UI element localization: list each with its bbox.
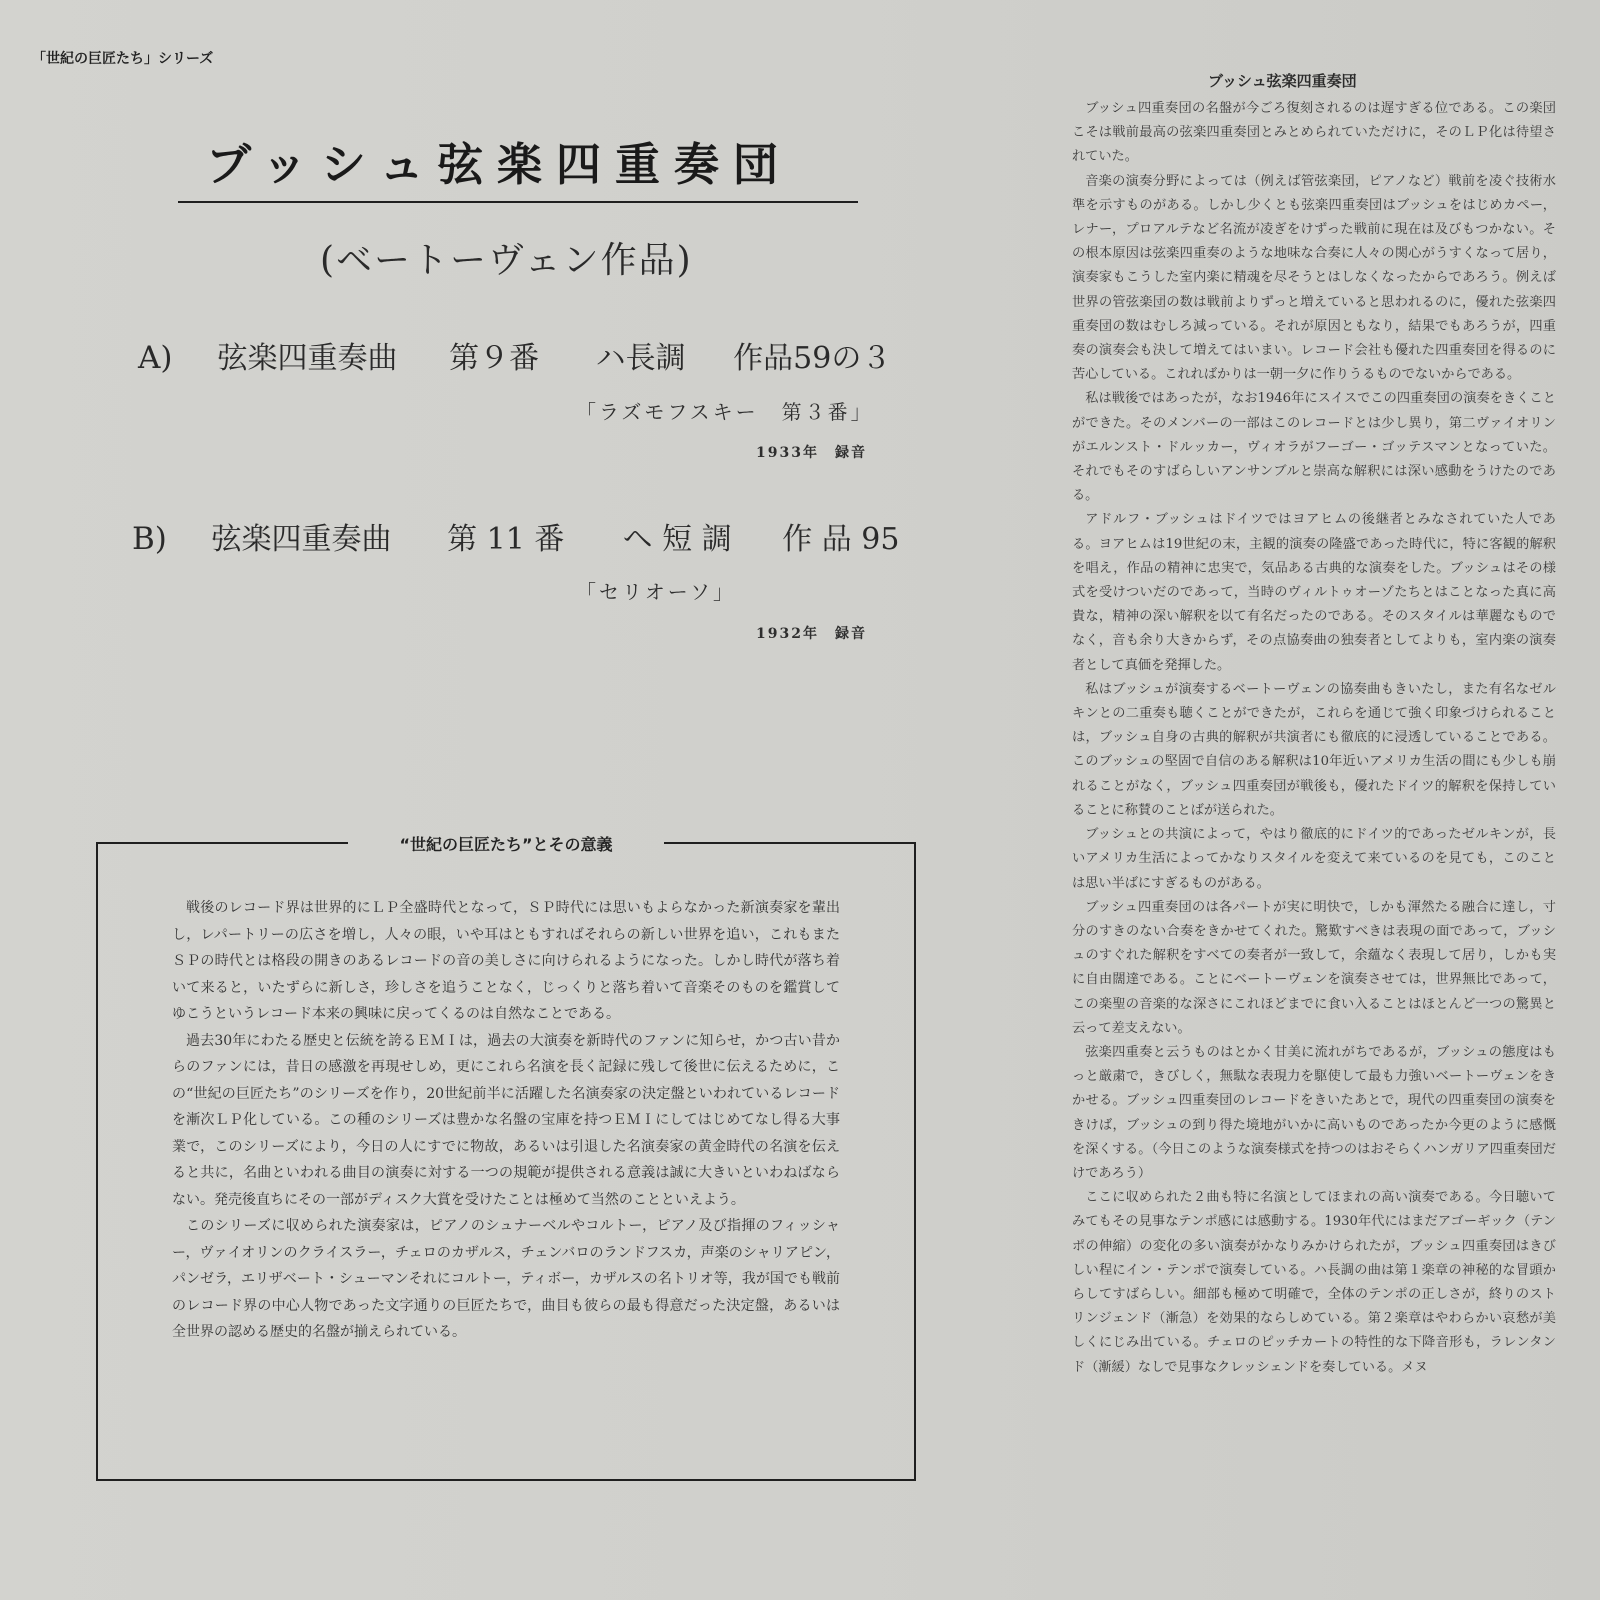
notes-body	[1072, 97, 1556, 1380]
work-a-letter: A)	[138, 340, 173, 376]
notes-paragraph: ブッシュ四重奏団のは各パートが実に明快で，しかも渾然たる融合に達し，寸分のすきのない合奏をきかせてくれた。驚歎すべきは表現の面であって，ブッシュのすぐれた解釈をすべての奏者が一致して，余蘊なく表現して居り，しかも実に自由闊達である。ことにベートーヴェンを演奏させては，世界無比であって，この楽聖の音楽的な深さにこれほどまでに食い入ることはほとんど一つの驚異と云って差支えない。	[1072, 899, 1556, 1036]
notes-paragraph: ブッシュとの共演によって，やはり徹底的にドイツ的であったゼルキンが，長いアメリカ生活によってかなりスタイルを変えて来ているのを見ても，このことは思い半ばにすぎるものがある。	[1072, 827, 1556, 891]
work-b	[132, 514, 899, 558]
work-a-number: 第９番	[449, 341, 540, 376]
work-b-number: 第 11 番	[447, 522, 565, 557]
box-paragraph: このシリーズに収められた演奏家は，ピアノのシュナーベルやコルトー，ピアノ及び指揮のフィッシャー，ヴァイオリンのクライスラー，チェロのカザルス，チェンバロのランドフスカ，声楽のシャリアピン，パンゼラ，エリザベート・シューマンそれにコルトー，ティボー，カザルスの名トリオ等，我が国でも戦前のレコード界の中心人物であった文字通りの巨匠たちで，曲目も彼らの最も得意だった決定盤，あるいは全世界の認める歴史的名盤が揃えられている。	[172, 1218, 840, 1340]
box-top-border-left	[96, 842, 348, 844]
work-a-recording: 1933年 録音	[756, 445, 867, 461]
work-b-opus: 作 品 95	[782, 522, 900, 557]
box-body	[172, 895, 840, 1346]
box-paragraph: 戦後のレコード界は世界的にＬＰ全盛時代となって，ＳＰ時代には思いもよらなかった新演奏家を輩出し，レパートリーの広さを増し，人々の眼，いや耳はともすればそれらの新しい世界を追い，これもまたＳＰの時代とは格段の開きのあるレコードの音の美しさに向けられるようになった。しかし時代が落ち着いて来ると，いたずらに新しさ，珍しさを追うことなく，じっくりと落ち着いて音楽そのものを鑑賞してゆこうというレコード本来の興味に戻ってくるのは自然なことである。	[172, 900, 840, 1022]
work-b-nickname: 「セリオーソ」	[576, 580, 736, 604]
notes-heading: ブッシュ弦楽四重奏団	[1208, 72, 1357, 90]
album-title: ブッシュ弦楽四重奏団	[206, 138, 792, 191]
work-b-recording: 1932年 録音	[756, 626, 867, 642]
work-b-name: 弦楽四重奏曲	[211, 522, 392, 557]
notes-paragraph: ここに収められた２曲も特に名演としてほまれの高い演奏である。今日聴いてみてもその見事なテンポ感には感動する。1930年代にはまだアゴーギック（テンポの伸縮）の変化の多い演奏がかなりみかけられたが，ブッシュ四重奏団はきびしい程にイン・テンポで演奏している。ハ長調の曲は第１楽章の神秘的な冒頭からしてすばらしい。細部も極めて明確で，全体のテンポの正しさが，終りのストリンジェンド（漸急）を効果的ならしめている。第２楽章はやわらかい哀愁が美しくにじみ出ている。チェロのピッチカートの特性的な下降音形も，ラレンタンド（漸緩）なしで見事なクレッシェンドを奏している。メヌ	[1072, 1190, 1556, 1375]
work-a-name: 弦楽四重奏曲	[217, 341, 398, 376]
work-a-key: ハ長調	[595, 341, 686, 376]
notes-paragraph: ブッシュ四重奏団の名盤が今ごろ復刻されるのは遅すぎる位である。この楽団こそは戦前最高の弦楽四重奏団とみとめられていただけに，そのＬＰ化は待望されていた。	[1072, 101, 1556, 165]
notes-paragraph: 弦楽四重奏と云うものはとかく甘美に流れがちであるが，ブッシュの態度はもっと厳粛で，きびしく，無駄な表現力を駆使して最も力強いベートーヴェンをきかせる。ブッシュ四重奏団のレコードをきいたあとで，現代の四重奏団の演奏をきけば，ブッシュの到り得た境地がいかに高いものであったか今更のように感慨を深くする。（今日このような演奏様式を持つのはおそらくハンガリア四重奏団だけであろう）	[1072, 1044, 1556, 1181]
work-a-opus: 作品59の３	[733, 341, 892, 376]
series-label: 「世紀の巨匠たち」シリーズ	[32, 51, 214, 67]
notes-paragraph: 音楽の演奏分野によっては（例えば管弦楽団，ピアノなど）戦前を凌ぐ技術水準を示すものがある。しかし少くとも弦楽四重奏団はブッシュをはじめカペー，レナー，プロアルテなど名流が凌ぎをけずった戦前に現在は及びもつかない。その根本原因は弦楽四重奏のような地味な合奏に人々の関心がうすくなって居り，演奏家もこうした室内楽に精魂を尽そうとはしなくなったからであろう。例えば世界の管弦楽団の数は戦前よりずっと増えていると思われるのに，優れた弦楽四重奏団の数はむしろ減っている。それが原因ともなり，結果でもあろうが，四重奏の演奏会も決して増えてはいまい。レコード会社も優れた四重奏団を得るのに苦心している。これればかりは一朝一夕に作りうるものでないからである。	[1072, 173, 1556, 383]
box-paragraph: 過去30年にわたる歴史と伝統を誇るＥＭＩは，過去の大演奏を新時代のファンに知らせ，かつ古い昔からのファンには，昔日の感激を再現せしめ，更にこれら名演を長く記録に残して後世に伝えるために，この“世紀の巨匠たち”のシリーズを作り，20世紀前半に活躍した名演奏家の決定盤といわれているレコードを漸次ＬＰ化している。この種のシリーズは豊かな名盤の宝庫を持つＥＭＩにしてはじめてなし得る大事業で，このシリーズにより，今日の人にすでに物故，あるいは引退した名演奏家の黄金時代の名演を伝えると共に，名曲といわれる曲目の演奏に対する一つの規範が提供される意義は誠に大きいといわねばならない。発売後直ちにその一部がディスク大賞を受けたことは極めて当然のことといえよう。	[172, 1032, 840, 1208]
work-b-letter: B)	[132, 521, 167, 557]
box-top-border-right	[664, 842, 914, 844]
notes-paragraph: アドルフ・ブッシュはドイツではヨアヒムの後継者とみなされていた人である。ヨアヒムは19世紀の末，主観的演奏の隆盛であった時代に，特に客観的解釈を唱え，作品の精神に忠実で，気品ある古典的な演奏をした。ブッシュはその様式を受けついだのであって，当時のヴィルトゥオーゾたちとはことなった真に高貴な，精神の深い解釈を以て有名だったのである。そのスタイルは華麗なものでなく，音も余り大きからず，その点協奏曲の独奏者としてよりも，室内楽の演奏者として真価を発揮した。	[1072, 512, 1556, 673]
notes-paragraph: 私は戦後ではあったが，なお1946年にスイスでこの四重奏団の演奏をきくことができた。そのメンバーの一部はこのレコードとは少し異り，第二ヴァイオリンがエルンスト・ドルッカー，ヴィオラがフーゴー・ゴッテスマンとなっていた。それでもそのすばらしいアンサンブルと崇高な解釈には深い感動をうけたのである。	[1072, 391, 1556, 504]
box-heading: “世紀の巨匠たち”とその意義	[399, 835, 613, 854]
work-b-key: ヘ 短 調	[622, 522, 732, 557]
work-a	[138, 333, 891, 377]
work-a-nickname: 「ラズモフスキー 第３番」	[576, 400, 874, 424]
notes-paragraph: 私はブッシュが演奏するベートーヴェンの協奏曲もきいたし，また有名なゼルキンとの二重奏も聴くことができたが，これらを通じて強く印象づけられることは，ブッシュ自身の古典的解釈が共演者にも徹底的に浸透していることである。このブッシュの堅固で自信のある解釈は10年近いアメリカ生活の間にも少しも崩れることがなく，ブッシュ四重奏団が戦後も，優れたドイツ的解釈を保持していることに称賛のことばが送られた。	[1072, 681, 1556, 818]
album-subtitle: (ベートーヴェン作品)	[320, 240, 693, 281]
title-underline	[178, 201, 858, 203]
